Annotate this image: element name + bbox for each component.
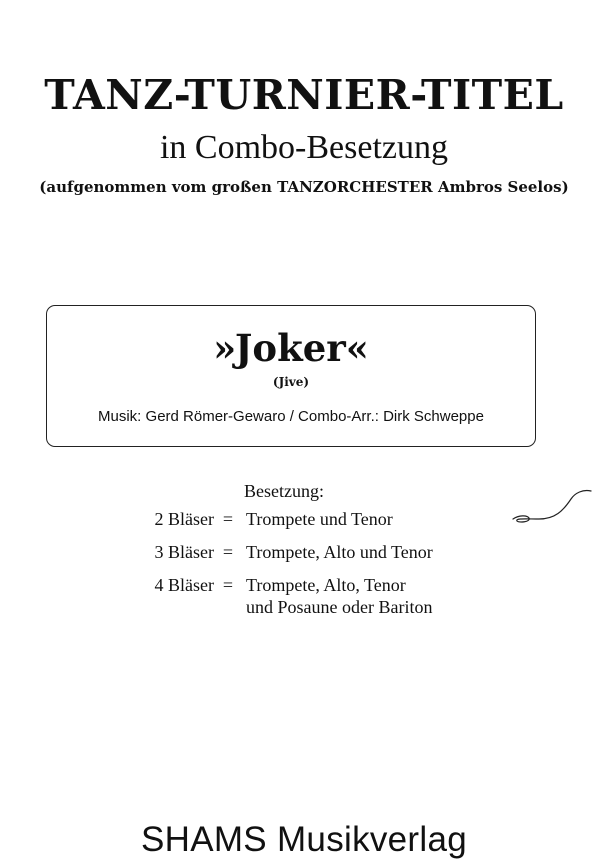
instrument-list <box>246 508 393 530</box>
instrument-line: Trompete und Tenor <box>246 509 393 529</box>
subtitle: in Combo-Besetzung <box>159 129 449 166</box>
instrument-line: Trompete, Alto, Tenor <box>246 575 406 595</box>
equals-sign: = <box>222 542 234 562</box>
piece-style: (Jive) <box>272 375 310 389</box>
instrument-count: 3 Bläser <box>154 542 214 562</box>
instrument-list <box>246 574 432 618</box>
piece-title: »Joker« <box>213 326 369 370</box>
recorded-by-note: (aufgenommen vom großen TANZORCHESTER Ambros Seelos) <box>39 178 569 196</box>
besetzung-heading: Besetzung: <box>244 481 324 501</box>
instrument-line: und Posaune oder Bariton <box>246 597 433 617</box>
instrument-line: Trompete, Alto und Tenor <box>246 542 433 562</box>
instrumentation-row <box>0 541 608 563</box>
equals-sign: = <box>222 509 234 529</box>
instrument-count: 2 Bläser <box>154 509 214 529</box>
instrumentation-row <box>0 574 608 617</box>
main-title: TANZ-TURNIER-TITEL <box>44 71 564 119</box>
instrument-list <box>246 541 433 563</box>
publisher-name: SHAMS Musikverlag <box>140 820 467 859</box>
instrument-count: 4 Bläser <box>154 575 214 595</box>
handwritten-scribble <box>505 485 600 535</box>
piece-title-box <box>46 305 536 447</box>
equals-sign: = <box>222 575 234 595</box>
piece-credits: Musik: Gerd Römer-Gewaro / Combo-Arr.: Dirk Schweppe <box>98 408 484 425</box>
